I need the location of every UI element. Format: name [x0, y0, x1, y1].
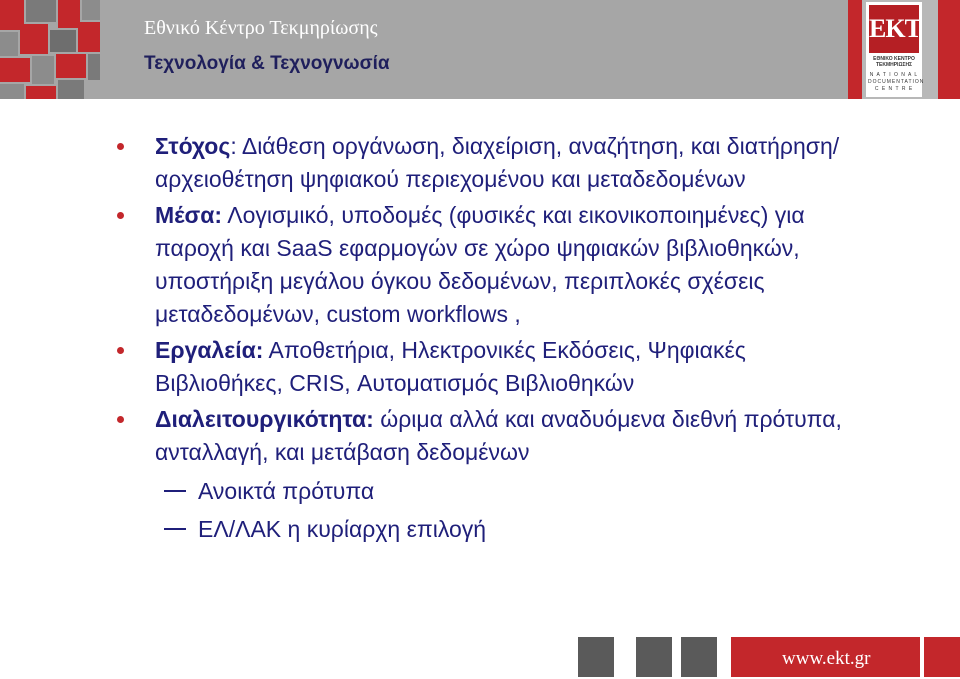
- organization-name: Εθνικό Κέντρο Τεκμηρίωσης: [144, 17, 378, 39]
- header-bar: [0, 0, 960, 99]
- bullet-text: Λογισμικό, υποδομές (φυσικές και εικονικοποιημένες) για παροχή και SaaS εφαρμογών σε χώρο ψηφιακών βιβλιοθηκών, υποστήριξη μεγάλου όγκου δεδομένων, περιπλοκές σχέσεις μεταδεδομένων, custom workflows ,: [155, 202, 805, 327]
- footer-url[interactable]: www.ekt.gr: [782, 648, 871, 669]
- header-tagline: Τεχνολογία & Τεχνογνωσία: [144, 53, 390, 74]
- bullet-dot-icon: [117, 212, 124, 219]
- logo-accent-right: [938, 0, 960, 99]
- bullet-label: Μέσα:: [155, 202, 223, 228]
- bullet-dot-icon: [117, 416, 124, 423]
- footer-tile: [578, 637, 614, 677]
- sub-bullet-foss: [198, 510, 960, 548]
- bullet-label: Εργαλεία:: [155, 337, 264, 363]
- footer-tile: [636, 637, 672, 677]
- sub-bullet-text: ΕΛ/ΛΑΚ η κυρίαρχη επιλογή: [198, 516, 487, 542]
- ekt-logo-greek-name: ΕΘΝΙΚΟ ΚΕΝΤΡΟ ΤΕΚΜΗΡΙΩΣΗΣ: [873, 56, 915, 68]
- bullet-goal: Στόχος: Διάθεση οργάνωση, διαχείριση, αναζήτηση, και διατήρηση/ αρχειοθέτηση ψηφιακού περιεχομένου και μεταδεδομένων: [155, 130, 855, 196]
- bullet-text: ώριμα αλλά και αναδυόμενα διεθνή πρότυπα, ανταλλαγή, και μετάβαση δεδομένων: [155, 406, 842, 465]
- bullet-dot-icon: [117, 143, 124, 150]
- sub-bullet-open-standards: [198, 472, 960, 510]
- slide-content: [0, 130, 960, 548]
- ekt-logo-mark: EKT: [869, 5, 919, 53]
- sub-bullet-text: Ανοικτά πρότυπα: [198, 478, 375, 504]
- bullet-tools: [155, 334, 855, 400]
- bullet-label: Στόχος: [155, 133, 231, 159]
- bullet-text: Αποθετήρια, Ηλεκτρονικές Εκδόσεις, Ψηφιακές Βιβλιοθήκες, CRIS, Αυτοματισμός Βιβλιοθηκών: [155, 337, 746, 396]
- bullet-dot-icon: [117, 347, 124, 354]
- bullet-means: [155, 199, 855, 331]
- dash-icon: [164, 528, 186, 530]
- ekt-logo: [866, 2, 925, 97]
- bullet-text: Διάθεση οργάνωση, διαχείριση, αναζήτηση, και διατήρηση/ αρχειοθέτηση ψηφιακού περιεχομένου και μεταδεδομένων: [155, 133, 840, 192]
- footer-tile: [681, 637, 717, 677]
- footer-tile: [924, 637, 960, 677]
- header-mosaic: [0, 0, 100, 99]
- dash-icon: [164, 490, 186, 492]
- logo-accent-left: [848, 0, 862, 99]
- bullet-interoperability: [155, 403, 855, 469]
- bullet-label: Διαλειτουργικότητα:: [155, 406, 374, 432]
- ekt-logo-english-name: N A T I O N A L DOCUMENTATION C E N T R E: [868, 72, 925, 92]
